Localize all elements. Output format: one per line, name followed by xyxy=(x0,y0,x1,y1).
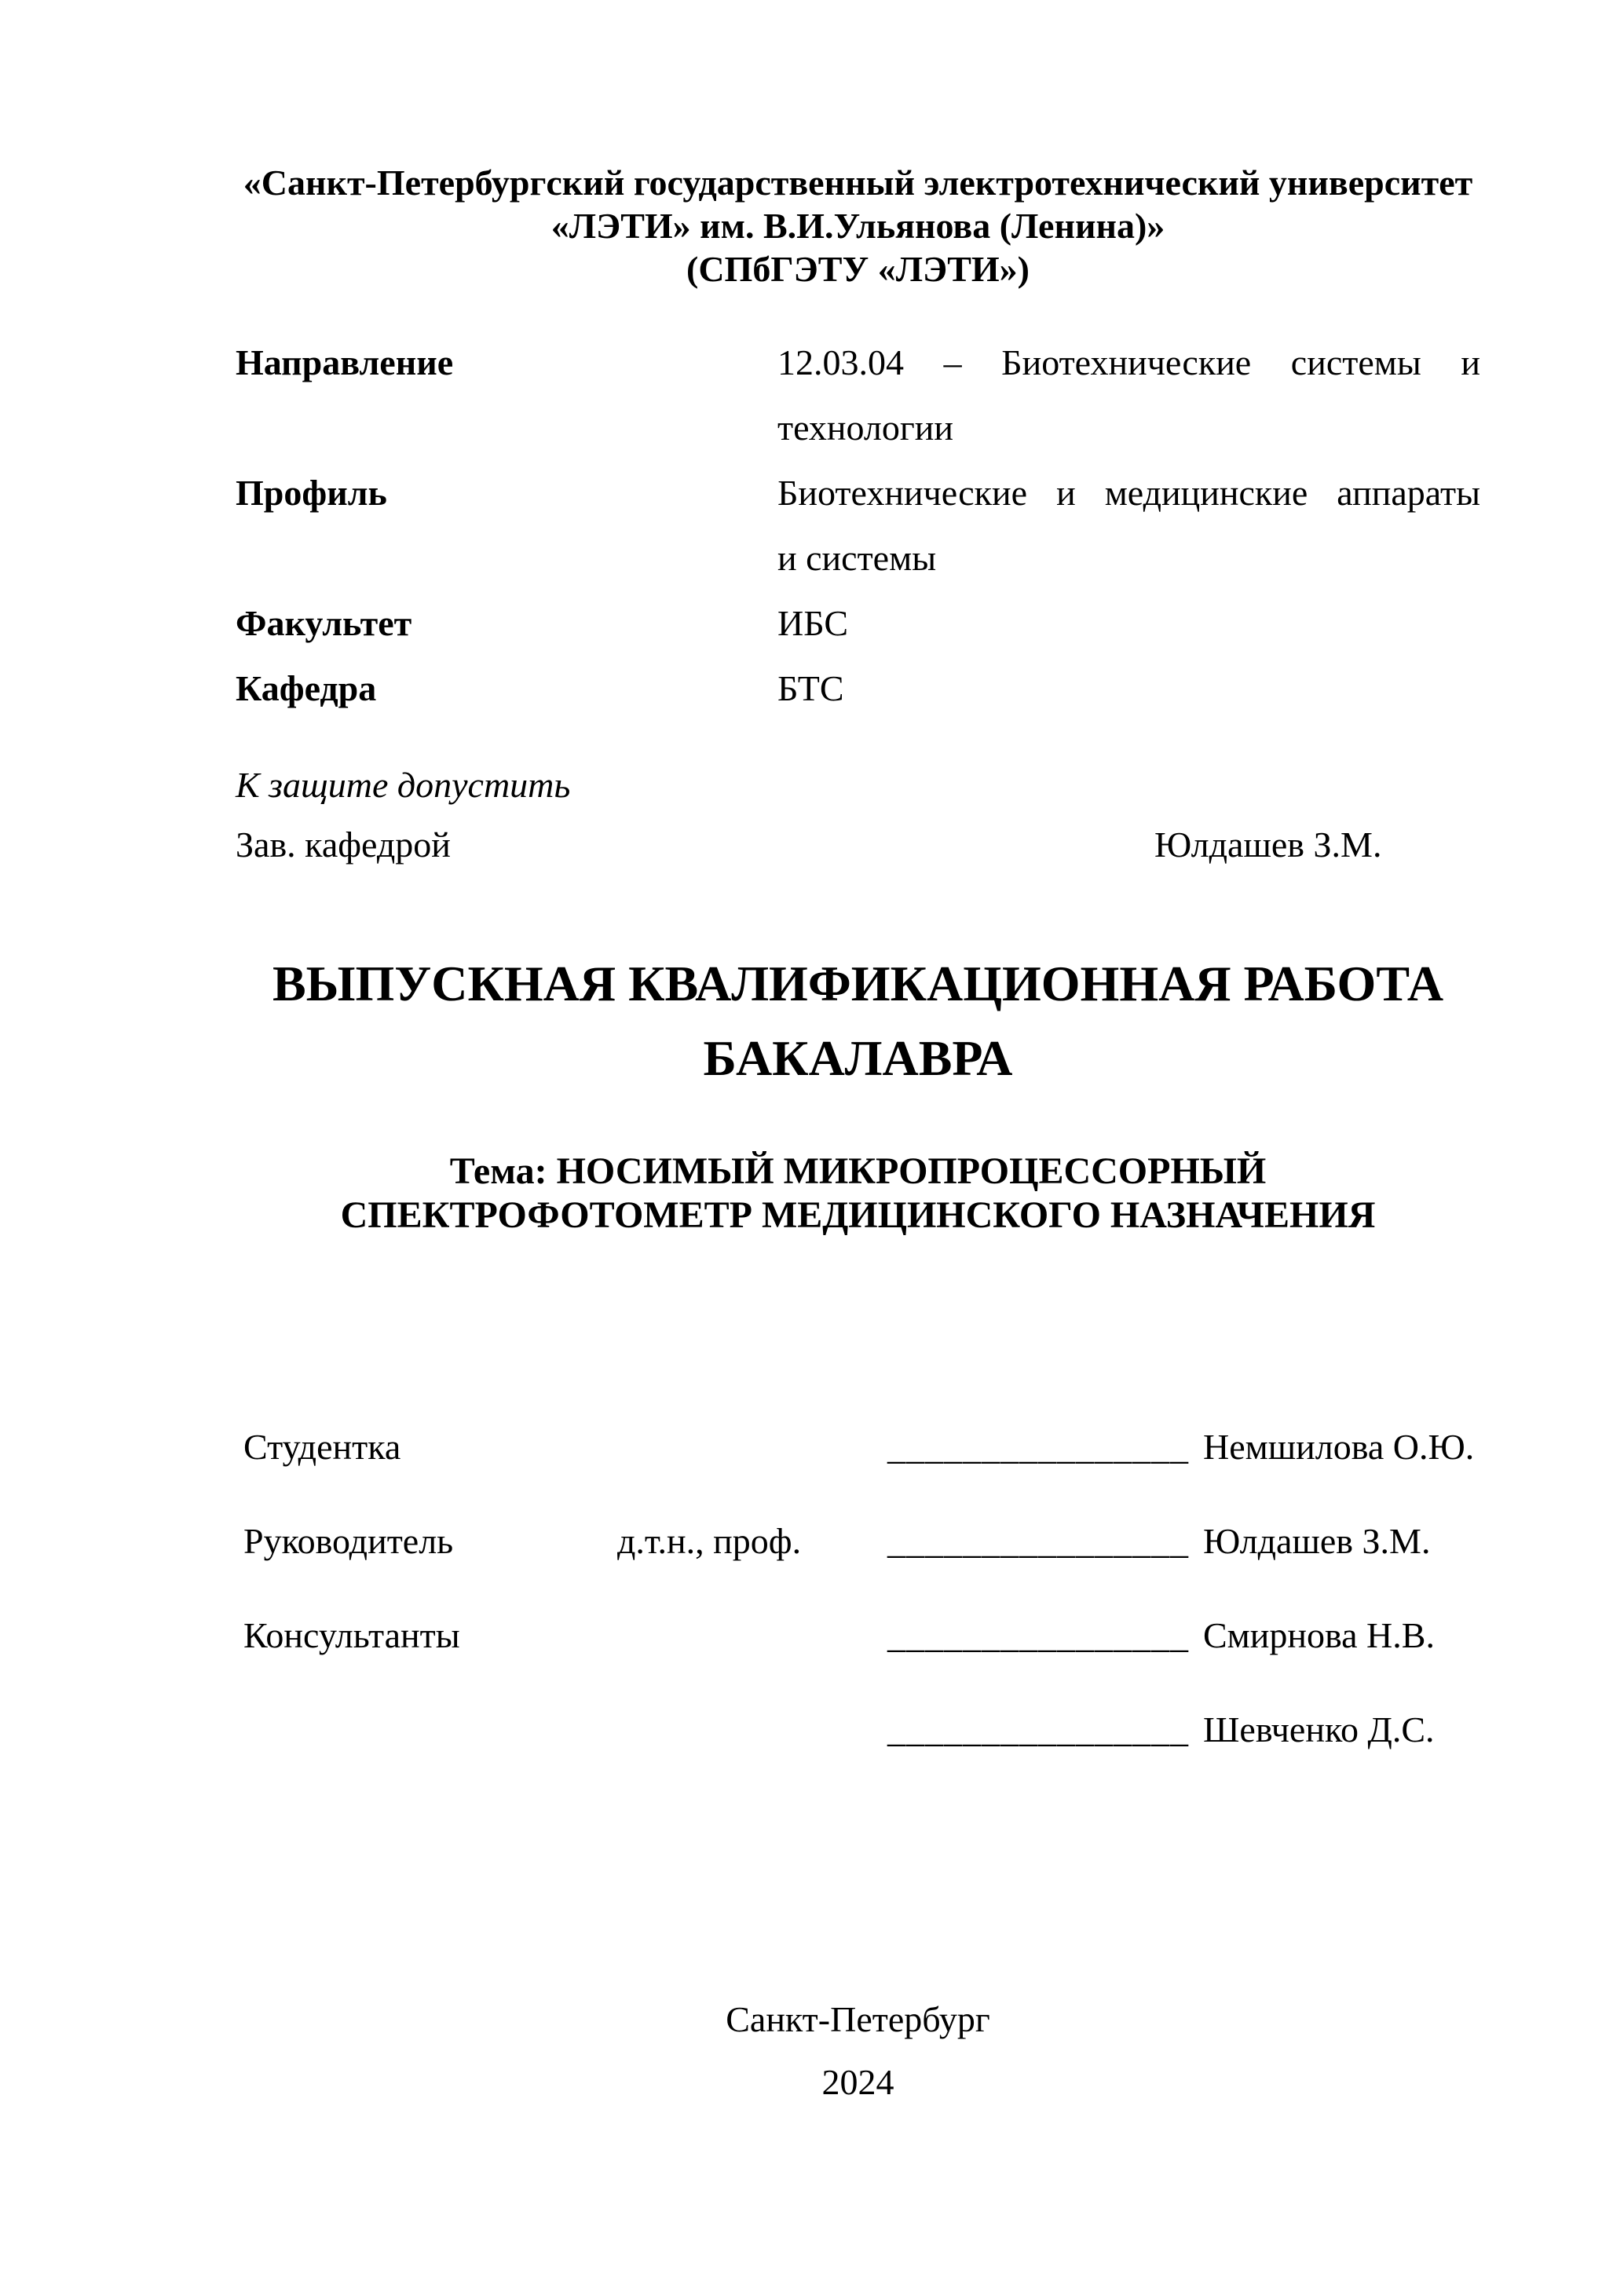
work-title-line2: БАКАЛАВРА xyxy=(703,1030,1013,1086)
admission-approve-line: К защите допустить xyxy=(236,765,571,805)
department-value: БТС xyxy=(777,668,844,708)
direction-row xyxy=(236,330,1480,395)
department-row xyxy=(236,656,1480,721)
signature-line: ________________ xyxy=(887,1521,1189,1561)
university-header xyxy=(236,161,1480,291)
direction-value-line2: технологии xyxy=(777,408,953,448)
direction-label: Направление xyxy=(236,342,454,382)
signature-line: ________________ xyxy=(887,1427,1189,1467)
faculty-label: Факультет xyxy=(236,603,412,643)
signature-name: Юлдашев З.М. xyxy=(1203,1521,1431,1561)
faculty-value: ИБС xyxy=(777,603,849,643)
footer-city: Санкт-Петербург xyxy=(726,1999,990,2039)
department-head-label: Зав. кафедрой xyxy=(236,824,451,865)
work-theme xyxy=(236,1150,1480,1238)
admission-section xyxy=(236,755,1480,875)
signature-row-supervisor xyxy=(236,1494,1480,1589)
work-theme-line2: СПЕКТРОФОТОМЕТР МЕДИЦИНСКОГО НАЗНАЧЕНИЯ xyxy=(340,1194,1376,1236)
profile-value-line2: и системы xyxy=(777,538,937,578)
work-theme-line1: Тема: НОСИМЫЙ МИКРОПРОЦЕССОРНЫЙ xyxy=(449,1150,1267,1192)
signature-role: Консультанты xyxy=(243,1615,460,1655)
direction-row-continuation xyxy=(236,395,1480,460)
profile-value-line1: Биотехнические и медицинские аппараты xyxy=(777,473,1480,513)
profile-label: Профиль xyxy=(236,473,387,513)
department-head-name: Юлдашев З.М. xyxy=(1154,824,1382,865)
signature-name: Шевченко Д.С. xyxy=(1203,1709,1435,1749)
signature-row-consultant-2 xyxy=(236,1683,1480,1777)
signature-name: Немшилова О.Ю. xyxy=(1203,1427,1475,1467)
department-head-row xyxy=(236,815,1480,875)
signature-role: Студентка xyxy=(243,1427,401,1467)
work-title xyxy=(236,946,1480,1095)
footer-year: 2024 xyxy=(821,2062,894,2102)
work-title-line1: ВЫПУСКНАЯ КВАЛИФИКАЦИОННАЯ РАБОТА xyxy=(272,956,1444,1011)
profile-row-continuation xyxy=(236,525,1480,590)
signature-row-student xyxy=(236,1400,1480,1494)
university-name-line1: «Санкт-Петербургский государственный электротехнический университет xyxy=(243,163,1473,203)
requisites-section xyxy=(236,330,1480,721)
signature-row-consultant-1 xyxy=(236,1589,1480,1683)
direction-value-line1: 12.03.04 – Биотехнические системы и xyxy=(777,342,1480,382)
department-label: Кафедра xyxy=(236,668,377,708)
signature-degree: д.т.н., проф. xyxy=(617,1521,802,1561)
faculty-row xyxy=(236,590,1480,656)
signature-name: Смирнова Н.В. xyxy=(1203,1615,1435,1655)
signature-role: Руководитель xyxy=(243,1521,454,1561)
signatures-section xyxy=(236,1400,1480,1777)
university-name-line2: «ЛЭТИ» им. В.И.Ульянова (Ленина)» xyxy=(550,206,1165,246)
university-name-line3: (СПбГЭТУ «ЛЭТИ») xyxy=(686,249,1030,289)
profile-row xyxy=(236,460,1480,525)
signature-line: ________________ xyxy=(887,1615,1189,1655)
footer-section xyxy=(236,1988,1480,2114)
signature-line: ________________ xyxy=(887,1709,1189,1749)
